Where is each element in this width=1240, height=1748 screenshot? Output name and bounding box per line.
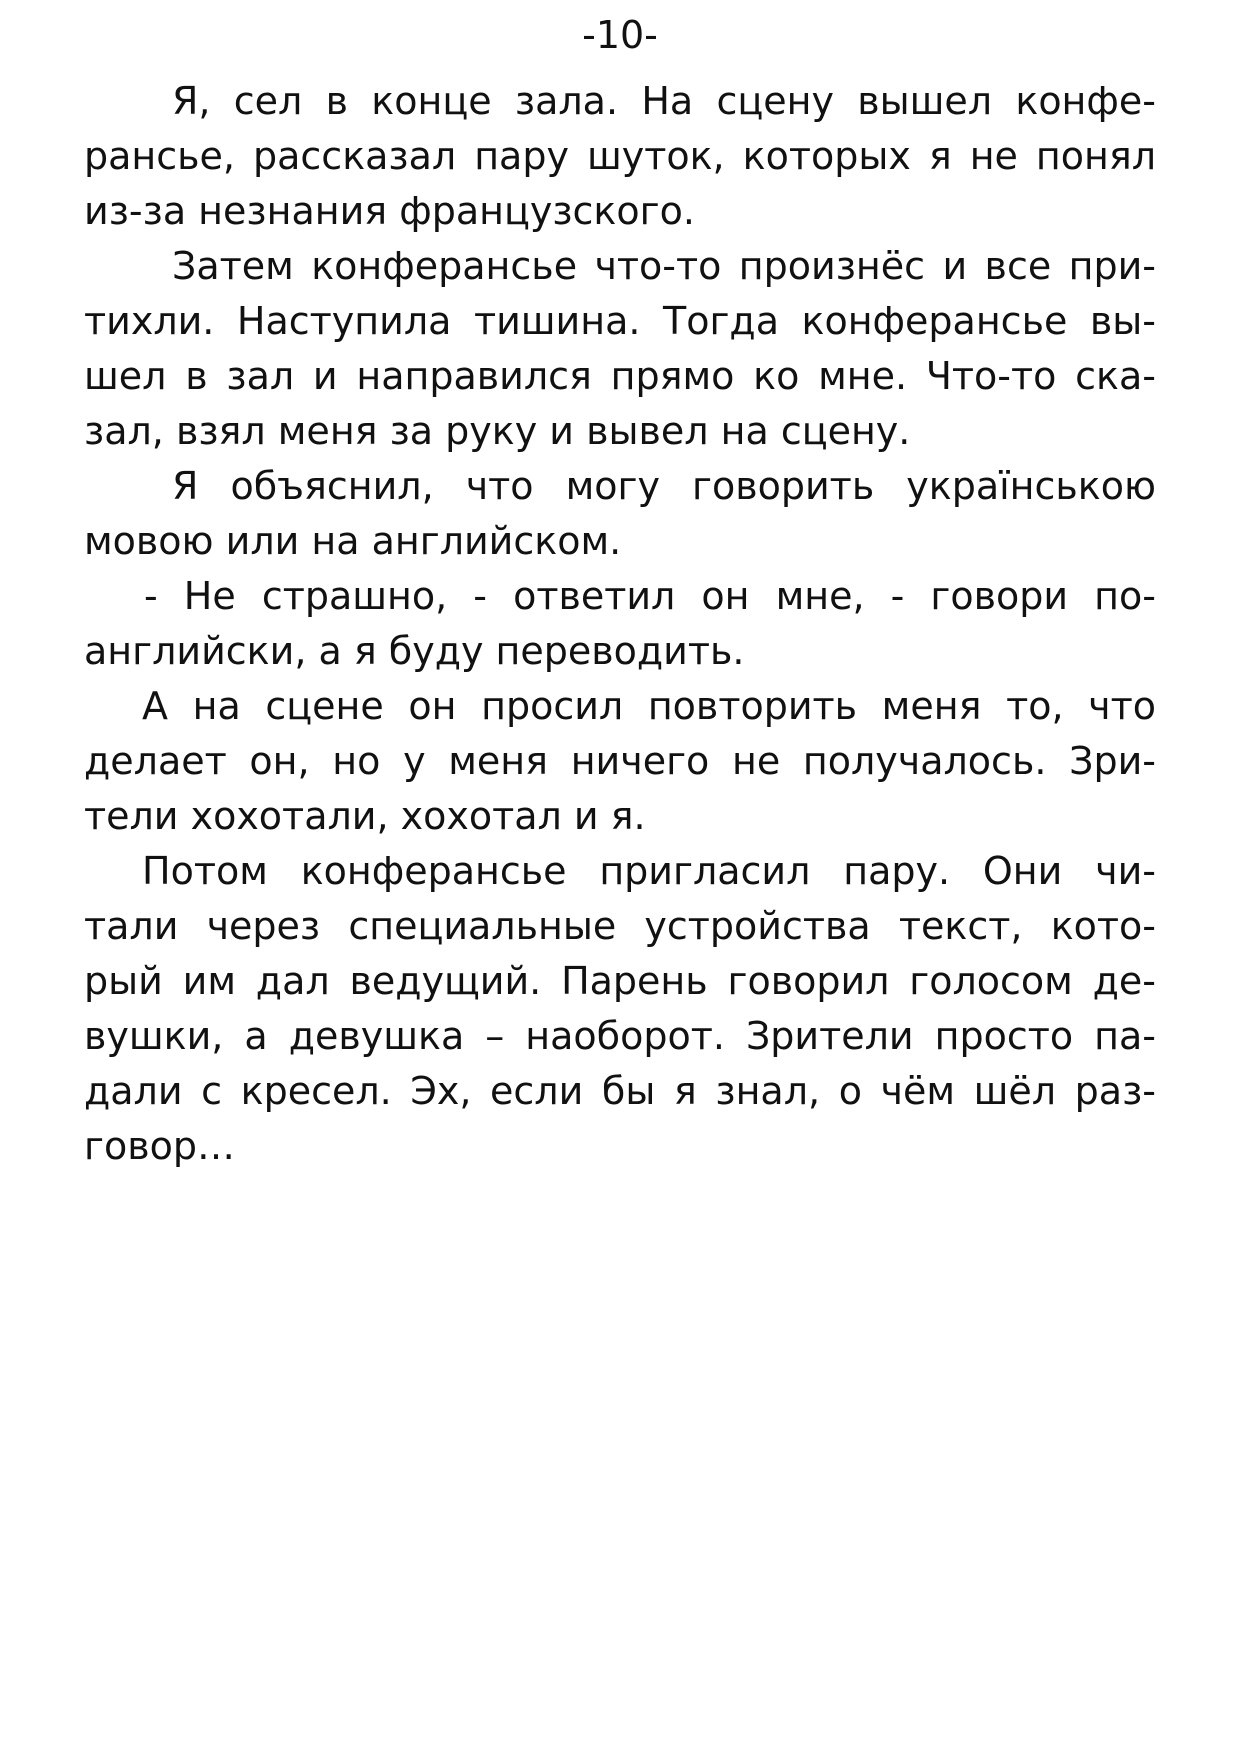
text-line: Я, сел в конце зала. На сцену вышел конфе- <box>172 79 1156 123</box>
text-line: дали с кресел. Эх, если бы я знал, о чём шёл раз- <box>84 1069 1156 1113</box>
text-line: тихли. Наступила тишина. Тогда конферансье вы- <box>84 299 1156 343</box>
text-line: шел в зал и направился прямо ко мне. Что-то ска- <box>84 354 1156 398</box>
text-line: английски, а я буду переводить. <box>84 629 745 673</box>
text-line: вушки, а девушка – наоборот. Зрители просто па- <box>84 1014 1156 1058</box>
text-line: тели хохотали, хохотал и я. <box>84 794 646 838</box>
page-number: -10- <box>582 13 658 57</box>
text-line: говор… <box>84 1124 235 1168</box>
text-line: рый им дал ведущий. Парень говорил голосом де- <box>84 959 1156 1003</box>
text-line: А на сцене он просил повторить меня то, что <box>142 684 1156 728</box>
text-line: - Не страшно, - ответил он мне, - говори по- <box>144 574 1156 618</box>
text-line: Я объяснил, что могу говорить українською <box>172 464 1156 508</box>
text-line: Потом конферансье пригласил пару. Они чи- <box>142 849 1156 893</box>
document-page <box>84 0 1156 1748</box>
body-text <box>84 74 1156 1174</box>
text-line: из-за незнания французского. <box>84 189 695 233</box>
text-line: делает он, но у меня ничего не получалось. Зри- <box>84 739 1156 783</box>
text-line: зал, взял меня за руку и вывел на сцену. <box>84 409 911 453</box>
text-line: тали через специальные устройства текст, кото- <box>84 904 1156 948</box>
text-line: Затем конферансье что-то произнёс и все при- <box>172 244 1156 288</box>
text-line: рансье, рассказал пару шуток, которых я не понял <box>84 134 1156 178</box>
text-line: мовою или на английском. <box>84 519 622 563</box>
